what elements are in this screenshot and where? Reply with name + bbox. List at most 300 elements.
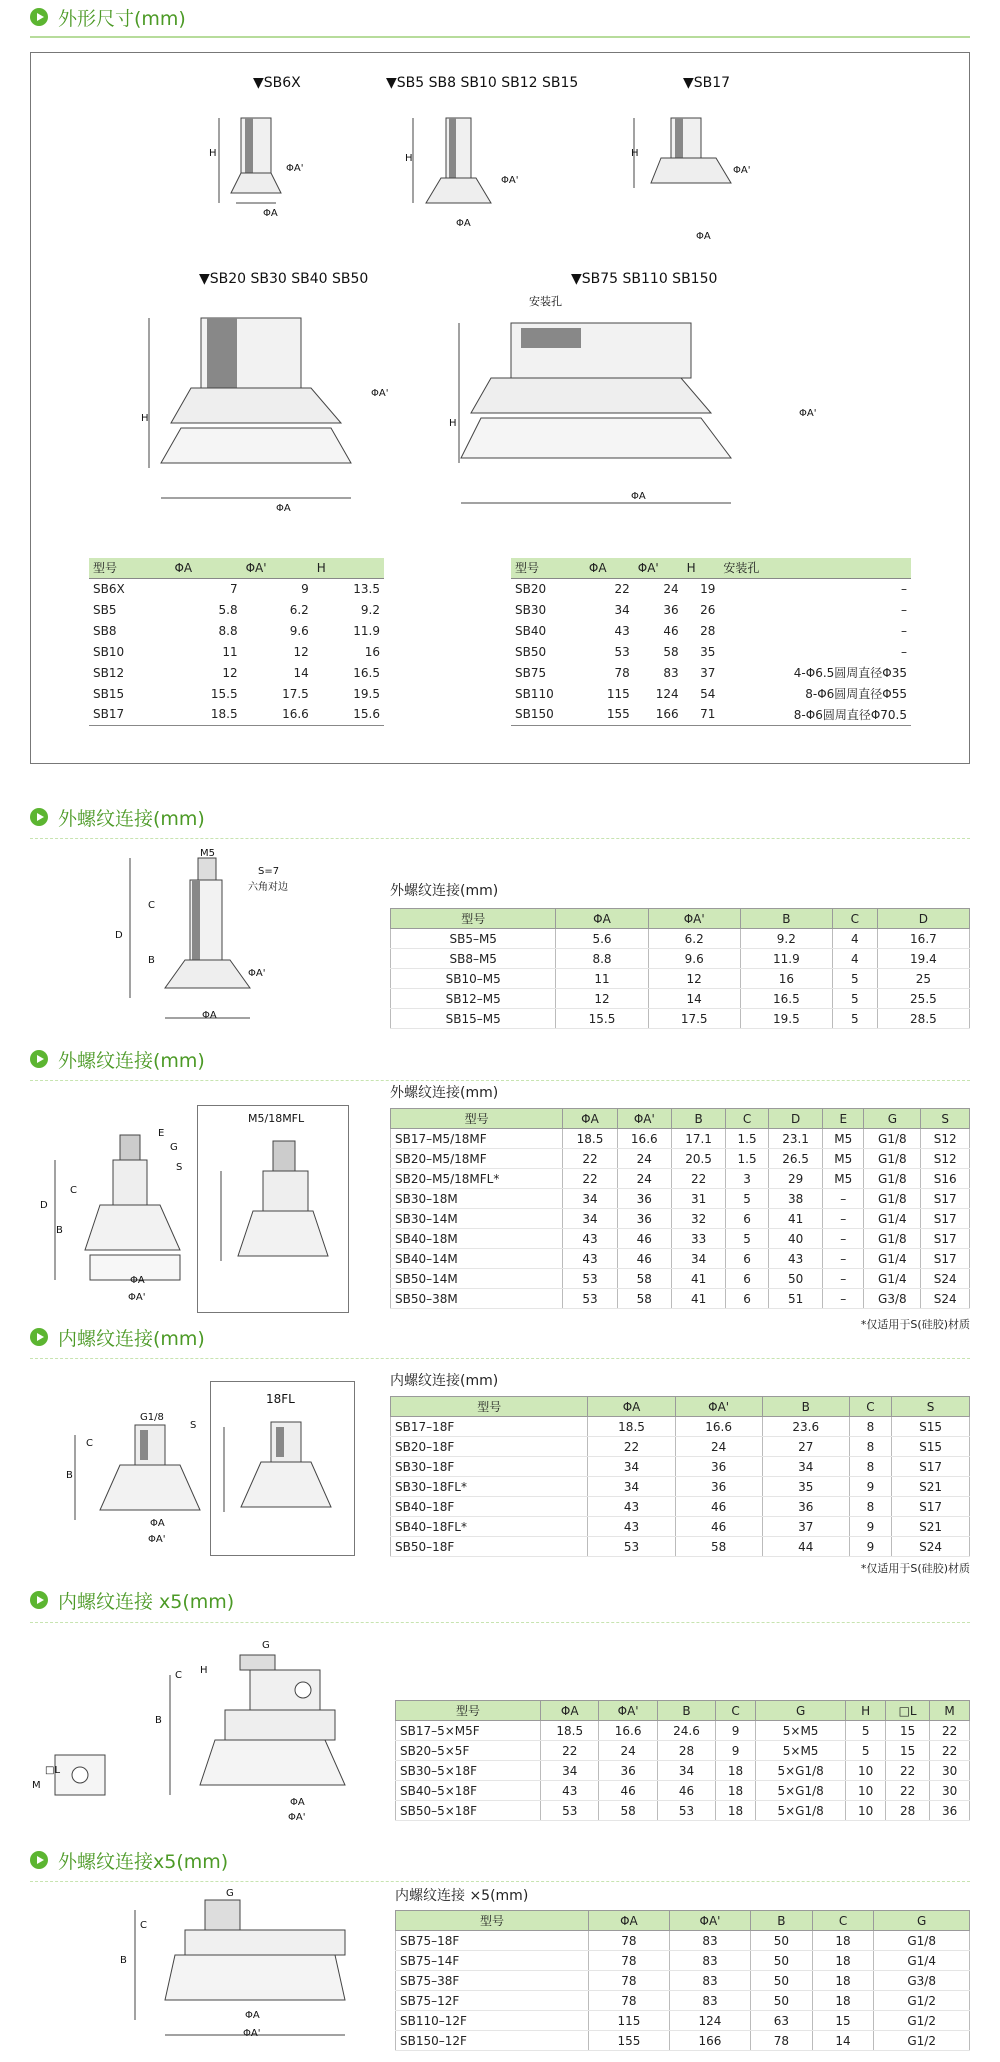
column-header: 型号 [391,909,556,929]
table-cell: 58 [675,1537,762,1557]
table-cell: 12 [293,644,309,659]
table-cell: SB10 [93,644,125,659]
table-cell: 25 [877,969,969,989]
table-row [391,1537,970,1557]
column-header: S [921,1109,970,1129]
table-cell: 37 [762,1517,849,1537]
table-cell: SB50–14M [391,1269,563,1289]
table-cell: SB150–12F [396,2031,589,2051]
table-cell: 28.5 [877,1009,969,1029]
table-cell: 115 [606,686,630,701]
table-cell: SB75–18F [396,1931,589,1951]
table-cell: 15.5 [210,686,238,701]
table-cell: – [901,644,907,659]
table-cell: 4 [832,949,877,969]
table-cell: 5 [832,989,877,1009]
table-cell: 9 [716,1721,756,1741]
table-row [391,1189,970,1209]
table-cell: 6 [726,1249,769,1269]
table-cell: 33 [671,1229,725,1249]
table-cell: 5 [846,1721,886,1741]
table-cell: 5 [726,1229,769,1249]
table-cell: SB20–18F [391,1437,588,1457]
table-caption: 外螺纹连接(mm) [390,883,499,899]
table-cell: 27 [762,1437,849,1457]
column-header: B [762,1397,849,1417]
table-cell: 9 [301,581,309,596]
table-cell: SB40–18F [391,1497,588,1517]
table-cell: SB50–18F [391,1537,588,1557]
table-cell: 15.6 [353,707,380,722]
table-cell: G1/8 [864,1189,921,1209]
table-cell: SB8 [93,623,117,638]
label-sb75-group: ▼SB75 SB110 SB150 [571,271,718,287]
table-cell: 16.6 [675,1417,762,1437]
table-cell: 24 [663,581,679,596]
column-header: ΦA [588,1911,669,1931]
table-cell: 83 [669,1991,750,2011]
inset-18fl: 18FL [210,1381,355,1556]
column-header: G [874,1911,970,1931]
table-cell: SB12 [93,665,125,680]
table-cell: 41 [671,1289,725,1309]
table-caption: 内螺纹连接 ×5(mm) [395,1888,529,1904]
table-cell: SB50–5×18F [396,1801,541,1821]
column-header: 型号 [396,1911,589,1931]
table-row [391,1457,970,1477]
table-cell: SB5 [93,602,117,617]
table-cell: 24 [617,1169,671,1189]
table-cell: 6 [726,1269,769,1289]
table-cell: 16 [364,644,380,659]
footnote: *仅适用于S(硅胶)材质 [860,1562,970,1575]
table-cell: 9.2 [740,929,832,949]
table-cell: 9 [849,1537,891,1557]
table-cell: 53 [541,1801,599,1821]
table-cell: 6.2 [289,602,309,617]
table-cell: 18.5 [563,1129,617,1149]
table-cell: S17 [892,1457,970,1477]
table-cell: 17.5 [282,686,309,701]
column-header: ΦA [563,1109,617,1129]
table-cell: 4-Φ6.5圆周直径Φ35 [793,666,907,680]
table-cell: 6 [726,1209,769,1229]
table-cell: 8.8 [218,623,238,638]
table-sb-large: 型号 ΦA ΦA' H 安装孔 SB20 22 24 19 – SB30 34 36 26 – SB40 43 46 28 – SB50 53 58 35 – SB75 78 83 37 4-Φ6.5圆周直径Φ35 SB110 115 124 54 8-Φ6圆周直径Φ55 SB150 155 166 71 8-Φ6圆周直径Φ70.5 [511,558,911,726]
table-row [396,1781,970,1801]
table-cell: G1/4 [874,1951,970,1971]
table-cell: SB75–14F [396,1951,589,1971]
table-cell: SB6X [93,581,125,596]
column-header: 型号 [396,1701,541,1721]
column-header: C [726,1109,769,1129]
table-cell: 34 [541,1761,599,1781]
table-cell: 50 [768,1269,822,1289]
table-row [391,1497,970,1517]
table-cell: 46 [599,1781,657,1801]
table-cell: 155 [606,707,630,722]
table-cell: 18 [716,1761,756,1781]
table-row [391,1477,970,1497]
table-cell: M5 [823,1129,864,1149]
table-cell: 31 [671,1189,725,1209]
table-cell: 12 [648,969,740,989]
table-row [511,641,911,662]
table-cell: 17.1 [671,1129,725,1149]
table-cell: G1/8 [864,1129,921,1149]
table-internal-thread-x5 [395,1700,970,1821]
table-cell: 18 [716,1781,756,1801]
table-cell: 41 [671,1269,725,1289]
table-cell: 44 [762,1537,849,1557]
table-cell: 29 [768,1169,822,1189]
table-cell: 22 [671,1169,725,1189]
table-cell: 8 [849,1457,891,1477]
table-cell: S15 [892,1437,970,1457]
table-cell: SB40 [515,623,547,638]
section-header-external-thread: 外螺纹连接(mm) [30,802,205,832]
column-header: D [877,909,969,929]
table-cell: G1/4 [864,1209,921,1229]
column-header: G [864,1109,921,1129]
label-sb20-group: ▼SB20 SB30 SB40 SB50 [199,271,369,287]
table-cell: 46 [617,1229,671,1249]
drawing-sb6x [211,108,331,248]
table-cell: 11 [556,969,648,989]
table-cell: 46 [663,623,679,638]
column-header: G [755,1701,845,1721]
table-cell: SB20 [515,581,547,596]
table-cell: 16.5 [740,989,832,1009]
table-cell: 3 [726,1169,769,1189]
section-header-internal-thread: 内螺纹连接(mm) [30,1322,205,1352]
table-cell: 24 [599,1741,657,1761]
table-cell: 14 [293,665,309,680]
table-cell: 36 [675,1477,762,1497]
table-cell: 83 [669,1951,750,1971]
section-header-external-thread-2: 外螺纹连接(mm) [30,1044,205,1074]
divider [30,1881,970,1882]
table-cell: 63 [751,2011,813,2031]
arrow-right-icon [30,1050,48,1068]
table-cell: 10 [846,1801,886,1821]
table-cell: 78 [614,665,630,680]
table-cell: 166 [655,707,679,722]
table-cell: 50 [751,1951,813,1971]
arrow-right-icon [30,1328,48,1346]
table-cell: S15 [892,1417,970,1437]
table-cell: 9 [849,1517,891,1537]
table-cell: 34 [588,1457,675,1477]
column-header: C [716,1701,756,1721]
table-cell: G1/2 [874,2031,970,2051]
table-cell: S16 [921,1169,970,1189]
table-cell: 36 [930,1801,970,1821]
table-cell: 14 [648,989,740,1009]
table-cell: 18 [812,1991,874,2011]
table-cell: 58 [663,644,679,659]
column-header: E [823,1109,864,1129]
table-cell: 32 [671,1209,725,1229]
table-cell: 16.6 [617,1129,671,1149]
table-cell: 34 [588,1477,675,1497]
table-cell: 18.5 [210,707,238,722]
drawing-external-thread-x5 [125,1890,385,2050]
table-cell: 50 [751,1931,813,1951]
table-cell: – [823,1289,864,1309]
table-row [391,929,970,949]
column-header: C [849,1397,891,1417]
divider [30,36,970,38]
table-row [89,599,384,620]
table-cell: 46 [617,1249,671,1269]
table-cell: SB40–14M [391,1249,563,1269]
table-row [89,641,384,662]
table-cell: SB17–5×M5F [396,1721,541,1741]
table-row [89,578,384,599]
table-cell: 8-Φ6圆周直径Φ70.5 [793,707,907,722]
table-cell: 124 [669,2011,750,2031]
table-cell: SB30 [515,602,547,617]
table-cell: – [901,623,907,638]
table-cell: SB30–14M [391,1209,563,1229]
table-cell: 6.2 [648,929,740,949]
table-cell: 36 [617,1189,671,1209]
table-cell: S12 [921,1149,970,1169]
table-cell: 15 [812,2011,874,2031]
section-header-internal-thread-x5: 内螺纹连接 x5(mm) [30,1585,234,1615]
dimension-drawing-panel: ▼SB6X ▼SB5 SB8 SB10 SB12 SB15 ▼SB17 ▼SB20 SB30 SB40 SB50 ▼SB75 SB110 SB150 安装孔 H ΦA' ΦA H ΦA' ΦA H ΦA' ΦA H ΦA' ΦA H ΦA' ΦA 型号 ΦA ΦA' H SB6X 7 9 13.5 SB5 5.8 6.2 9.2 SB8 8.8 9.6 11.9 SB10 11 12 16 SB12 12 14 16.5 SB15 15.5 17.5 19.5 SB17 18.5 16.6 15.6 型号 ΦA ΦA' H 安装孔 SB20 22 24 19 – SB30 34 36 26 – SB40 43 46 28 – SB50 53 58 35 – SB75 78 83 37 4-Φ6.5圆周直径Φ35 SB110 115 124 54 8-Φ6圆周直径Φ55 SB150 155 166 71 8-Φ6圆周直径Φ70.5 [30,52,970,764]
divider [30,1358,970,1359]
table-cell: 83 [663,665,679,680]
table-cell: SB17 [93,707,125,722]
column-header: C [832,909,877,929]
table-row [391,1129,970,1149]
table-cell: 34 [762,1457,849,1477]
table-cell: 22 [541,1741,599,1761]
table-cell: 11 [222,644,238,659]
table-row [391,1437,970,1457]
drawing-external-thread-m5 [110,848,310,1028]
table-cell: 34 [563,1189,617,1209]
table-cell: SB40–5×18F [396,1781,541,1801]
table-cell: 5.6 [556,929,648,949]
table-cell: S24 [921,1289,970,1309]
table-cell: 40 [768,1229,822,1249]
table-cell: 34 [657,1761,715,1781]
column-header: 型号 [391,1109,563,1129]
table-cell: 10 [846,1761,886,1781]
table-cell: 36 [599,1761,657,1781]
table-cell: 18.5 [588,1417,675,1437]
table-cell: 25.5 [877,989,969,1009]
column-header: ΦA' [617,1109,671,1129]
table-cell: 43 [563,1249,617,1269]
column-header: ΦA' [675,1397,762,1417]
table-cell: 26.5 [768,1149,822,1169]
table-cell: 35 [762,1477,849,1497]
column-header: S [892,1397,970,1417]
table-cell: 51 [768,1289,822,1309]
table-cell: S17 [921,1249,970,1269]
table-cell: G3/8 [874,1971,970,1991]
table-cell: 9 [716,1741,756,1761]
inset-m5-18mfl: M5/18MFL [197,1105,349,1313]
table-row [396,2011,970,2031]
table-cell: 18 [716,1801,756,1821]
table-cell: 24.6 [657,1721,715,1741]
table-cell: 53 [563,1289,617,1309]
table-row [396,1761,970,1781]
table-cell: 7 [229,581,238,596]
column-header: B [751,1911,813,1931]
table-cell: 23.6 [762,1417,849,1437]
table-cell: 38 [768,1189,822,1209]
table-external-thread-m5 [390,908,970,1029]
arrow-right-icon [30,1591,48,1609]
table-cell: 5 [846,1741,886,1761]
column-header: C [812,1911,874,1931]
table-cell: S24 [921,1269,970,1289]
table-cell: SB15–M5 [391,1009,556,1029]
table-cell: 115 [588,2011,669,2031]
table-row [396,1741,970,1761]
table-caption: 外螺纹连接(mm) [390,1085,499,1101]
table-cell: – [823,1249,864,1269]
table-row [511,620,911,641]
table-row [391,969,970,989]
column-header: M [930,1701,970,1721]
column-header: □L [886,1701,930,1721]
table-cell: 53 [657,1801,715,1821]
table-cell: 46 [675,1517,762,1537]
table-cell: S12 [921,1129,970,1149]
table-external-thread-x5 [395,1910,970,2051]
table-cell: 22 [930,1741,970,1761]
table-row [391,1009,970,1029]
table-cell: SB50 [515,644,547,659]
table-cell: SB110–12F [396,2011,589,2031]
label-sb5-group: ▼SB5 SB8 SB10 SB12 SB15 [386,75,579,91]
table-cell: 18 [812,1971,874,1991]
table-cell: SB30–18M [391,1189,563,1209]
column-header: B [671,1109,725,1129]
table-cell: SB20–M5/18MF [391,1149,563,1169]
table-sb-small: 型号 ΦA ΦA' H SB6X 7 9 13.5 SB5 5.8 6.2 9.2 SB8 8.8 9.6 11.9 SB10 11 12 16 SB12 12 14 16.5 SB15 15.5 17.5 19.5 SB17 18.5 16.6 15.6 [89,558,384,726]
table-cell: 24 [617,1149,671,1169]
table-cell: 37 [700,665,716,680]
table-cell: 22 [563,1169,617,1189]
table-cell: 36 [663,602,679,617]
table-cell: 43 [541,1781,599,1801]
table-row [391,1169,970,1189]
table-cell: 36 [675,1457,762,1477]
table-cell: 166 [669,2031,750,2051]
table-cell: 58 [617,1289,671,1309]
column-header: 型号 [391,1397,588,1417]
table-cell: 5 [832,1009,877,1029]
table-row [391,1209,970,1229]
table-cell: 23.1 [768,1129,822,1149]
table-cell: 124 [655,686,679,701]
table-row [511,704,911,725]
table-cell: S17 [921,1209,970,1229]
divider [30,1080,970,1081]
table-cell: 18 [812,1951,874,1971]
table-cell: SB40–18M [391,1229,563,1249]
table-cell: 28 [700,623,716,638]
column-header: ΦA' [648,909,740,929]
table-cell: 43 [588,1517,675,1537]
table-cell: 9.2 [360,602,380,617]
table-cell: 5 [832,969,877,989]
table-cell: 5×M5 [755,1741,845,1761]
table-cell: 15.5 [556,1009,648,1029]
table-cell: 50 [751,1991,813,2011]
table-cell: SB75 [515,665,547,680]
table-row [89,662,384,683]
arrow-right-icon [30,8,48,26]
table-cell: 83 [669,1971,750,1991]
column-header: ΦA [588,1397,675,1417]
table-cell: 16.5 [353,665,380,680]
table-cell: 46 [675,1497,762,1517]
section-header-external-thread-x5: 外螺纹连接x5(mm) [30,1845,228,1875]
table-cell: 17.5 [648,1009,740,1029]
table-cell: 12 [556,989,648,1009]
table-cell: 22 [588,1437,675,1457]
table-row [396,1931,970,1951]
table-cell: 11.9 [740,949,832,969]
column-header: ΦA [556,909,648,929]
table-cell: 19.5 [353,686,380,701]
column-header: B [657,1701,715,1721]
table-row [396,1971,970,1991]
label-sb6x: ▼SB6X [253,75,301,91]
table-row [391,1289,970,1309]
table-cell: 8 [849,1437,891,1457]
table-cell: SB17–18F [391,1417,588,1437]
table-cell: 19 [700,581,716,596]
table-cell: SB50–38M [391,1289,563,1309]
table-cell: 8 [849,1417,891,1437]
table-cell: 36 [617,1209,671,1229]
table-row [89,683,384,704]
table-cell: 14 [812,2031,874,2051]
table-cell: 50 [751,1971,813,1991]
table-cell: G1/8 [874,1931,970,1951]
table-cell: 36 [762,1497,849,1517]
table-cell: S21 [892,1517,970,1537]
table-row [511,599,911,620]
table-cell: SB10–M5 [391,969,556,989]
table-cell: 5×M5 [755,1721,845,1741]
table-cell: 78 [751,2031,813,2051]
table-row [511,578,911,599]
table-cell: 16 [740,969,832,989]
table-row [396,1991,970,2011]
section-header-dimensions [30,2,186,32]
label-sb17: ▼SB17 [683,75,731,91]
table-cell: 18.5 [541,1721,599,1741]
drawing-internal-thread-x5 [155,1645,385,1825]
table-cell: – [901,581,907,596]
table-cell: SB12–M5 [391,989,556,1009]
drawing-internal-thread [60,1410,210,1560]
table-cell: 18 [812,1931,874,1951]
table-cell: 26 [700,602,716,617]
table-cell: 155 [588,2031,669,2051]
